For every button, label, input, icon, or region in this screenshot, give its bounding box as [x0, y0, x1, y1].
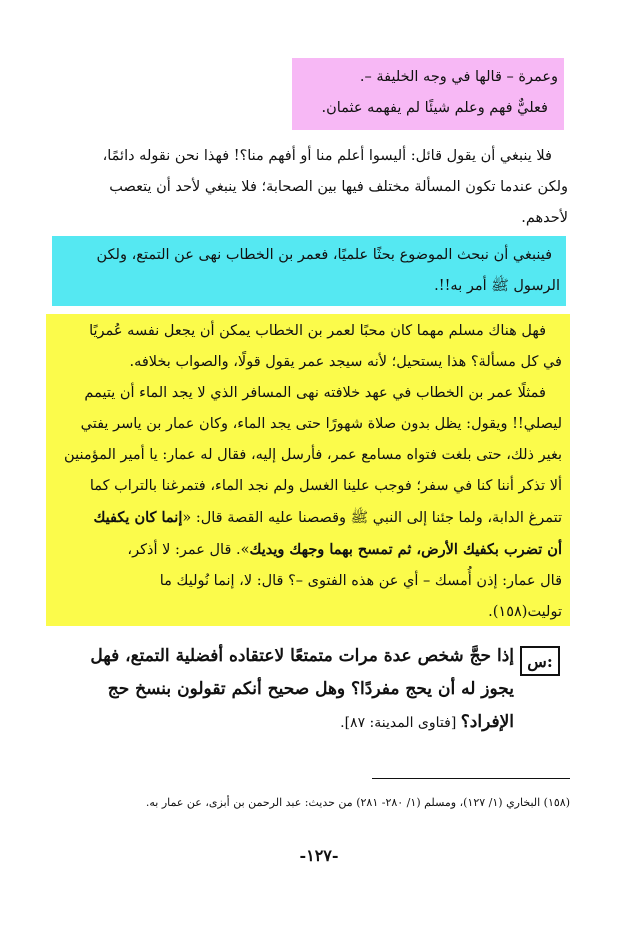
text-line: فعليٌّ فهم وعلم شيئًا لم يفهمه عثمان.: [321, 100, 548, 116]
hadith-intro: تتمرغ الدابة، ولما جئنا إلى النبي ﷺ وقصصنا عليه القصة قال: «: [182, 510, 562, 526]
highlight-yellow-block: [46, 314, 570, 626]
text-line: الرسول ﷺ أمر به!!.: [434, 278, 560, 294]
text-line: في كل مسألة؟ هذا يستحيل؛ لأنه سيجد عمر يقول قولًا، والصواب بخلافه.: [129, 354, 562, 370]
question-source-ref: [فتاوى المدينة: ٨٧].: [340, 715, 461, 731]
footnote-158: (١٥٨) البخاري (١/ ١٢٧)، ومسلم (١/ ٢٨٠- ٢٨١) من حديث: عبد الرحمن بن أبزى، عن عمار به.: [145, 796, 570, 809]
highlight-pink-block: [292, 58, 564, 130]
question-line-last: [74, 706, 514, 740]
highlight-cyan-block: [52, 236, 566, 306]
question-label-box: [520, 646, 560, 676]
question-line: يجوز له أن يحج مفردًا؟ وهل صحيح أنكم تقولون بنسخ حج: [107, 679, 514, 699]
text-line: وعمرة – قالها في وجه الخليفة –.: [359, 69, 558, 85]
hadith-bold-text: إنما كان يكفيك: [93, 509, 183, 526]
paragraph-no-bias: [60, 141, 568, 234]
text-line: فلا ينبغي أن يقول قائل: أليسوا أعلم منا أو أفهم منا؟! فهذا نحن نقوله دائمًا،: [102, 148, 552, 164]
text-line: فينبغي أن نبحث الموضوع بحثًا علميًا، فعمر بن الخطاب نهى عن التمتع، ولكن: [96, 247, 552, 263]
hadith-rest: ». قال عمر: لا أذكر،: [127, 542, 250, 558]
text-line: توليت(١٥٨).: [488, 604, 562, 620]
question-text: [74, 640, 514, 740]
text-line: لأحدهم.: [521, 210, 568, 226]
question-end-bold: الإفراد؟: [460, 712, 514, 732]
hadith-bold-text: أن تضرب بكفيك الأرض، ثم تمسح بهما وجهك ويديك: [249, 541, 562, 558]
footnote-divider: [372, 778, 570, 779]
text-line: فمثلًا عمر بن الخطاب في عهد خلافته نهى المسافر الذي لا يجد الماء أن يتيمم: [84, 385, 546, 401]
text-line-hadith-start: [54, 502, 562, 534]
text-line: ألا تذكر أننا كنا في سفر؛ فوجب علينا الغسل ولم نجد الماء، فتمرغنا بالتراب كما: [89, 478, 562, 494]
text-line: ليصلي!! ويقول: يظل بدون صلاة شهورًا حتى يجد الماء، وكان عمار بن ياسر يفتي: [80, 416, 562, 432]
page-number: -١٢٧-: [299, 846, 339, 865]
question-label: س:: [527, 651, 553, 671]
text-line: قال عمار: إذن أُمسك – أي عن هذه الفتوى –؟ قال: لا، إنما نُوليك ما: [159, 573, 562, 589]
question-line: إذا حجَّ شخص عدة مرات متمتعًا لاعتقاده أفضلية التمتع، فهل: [90, 646, 514, 666]
text-line: ولكن عندما تكون المسألة مختلف فيها بين الصحابة؛ فلا ينبغي لأحد أن يتعصب: [109, 179, 568, 195]
text-line: بغير ذلك، حتى بلغت فتواه مسامع عمر، فأرسل إليه، فقال له عمار: يا أمير المؤمنين: [64, 447, 562, 463]
text-line: فهل هناك مسلم مهما كان محبًا لعمر بن الخطاب يمكن أن يجعل نفسه عُمريًا: [89, 323, 546, 339]
text-line-hadith-end: [54, 534, 562, 566]
